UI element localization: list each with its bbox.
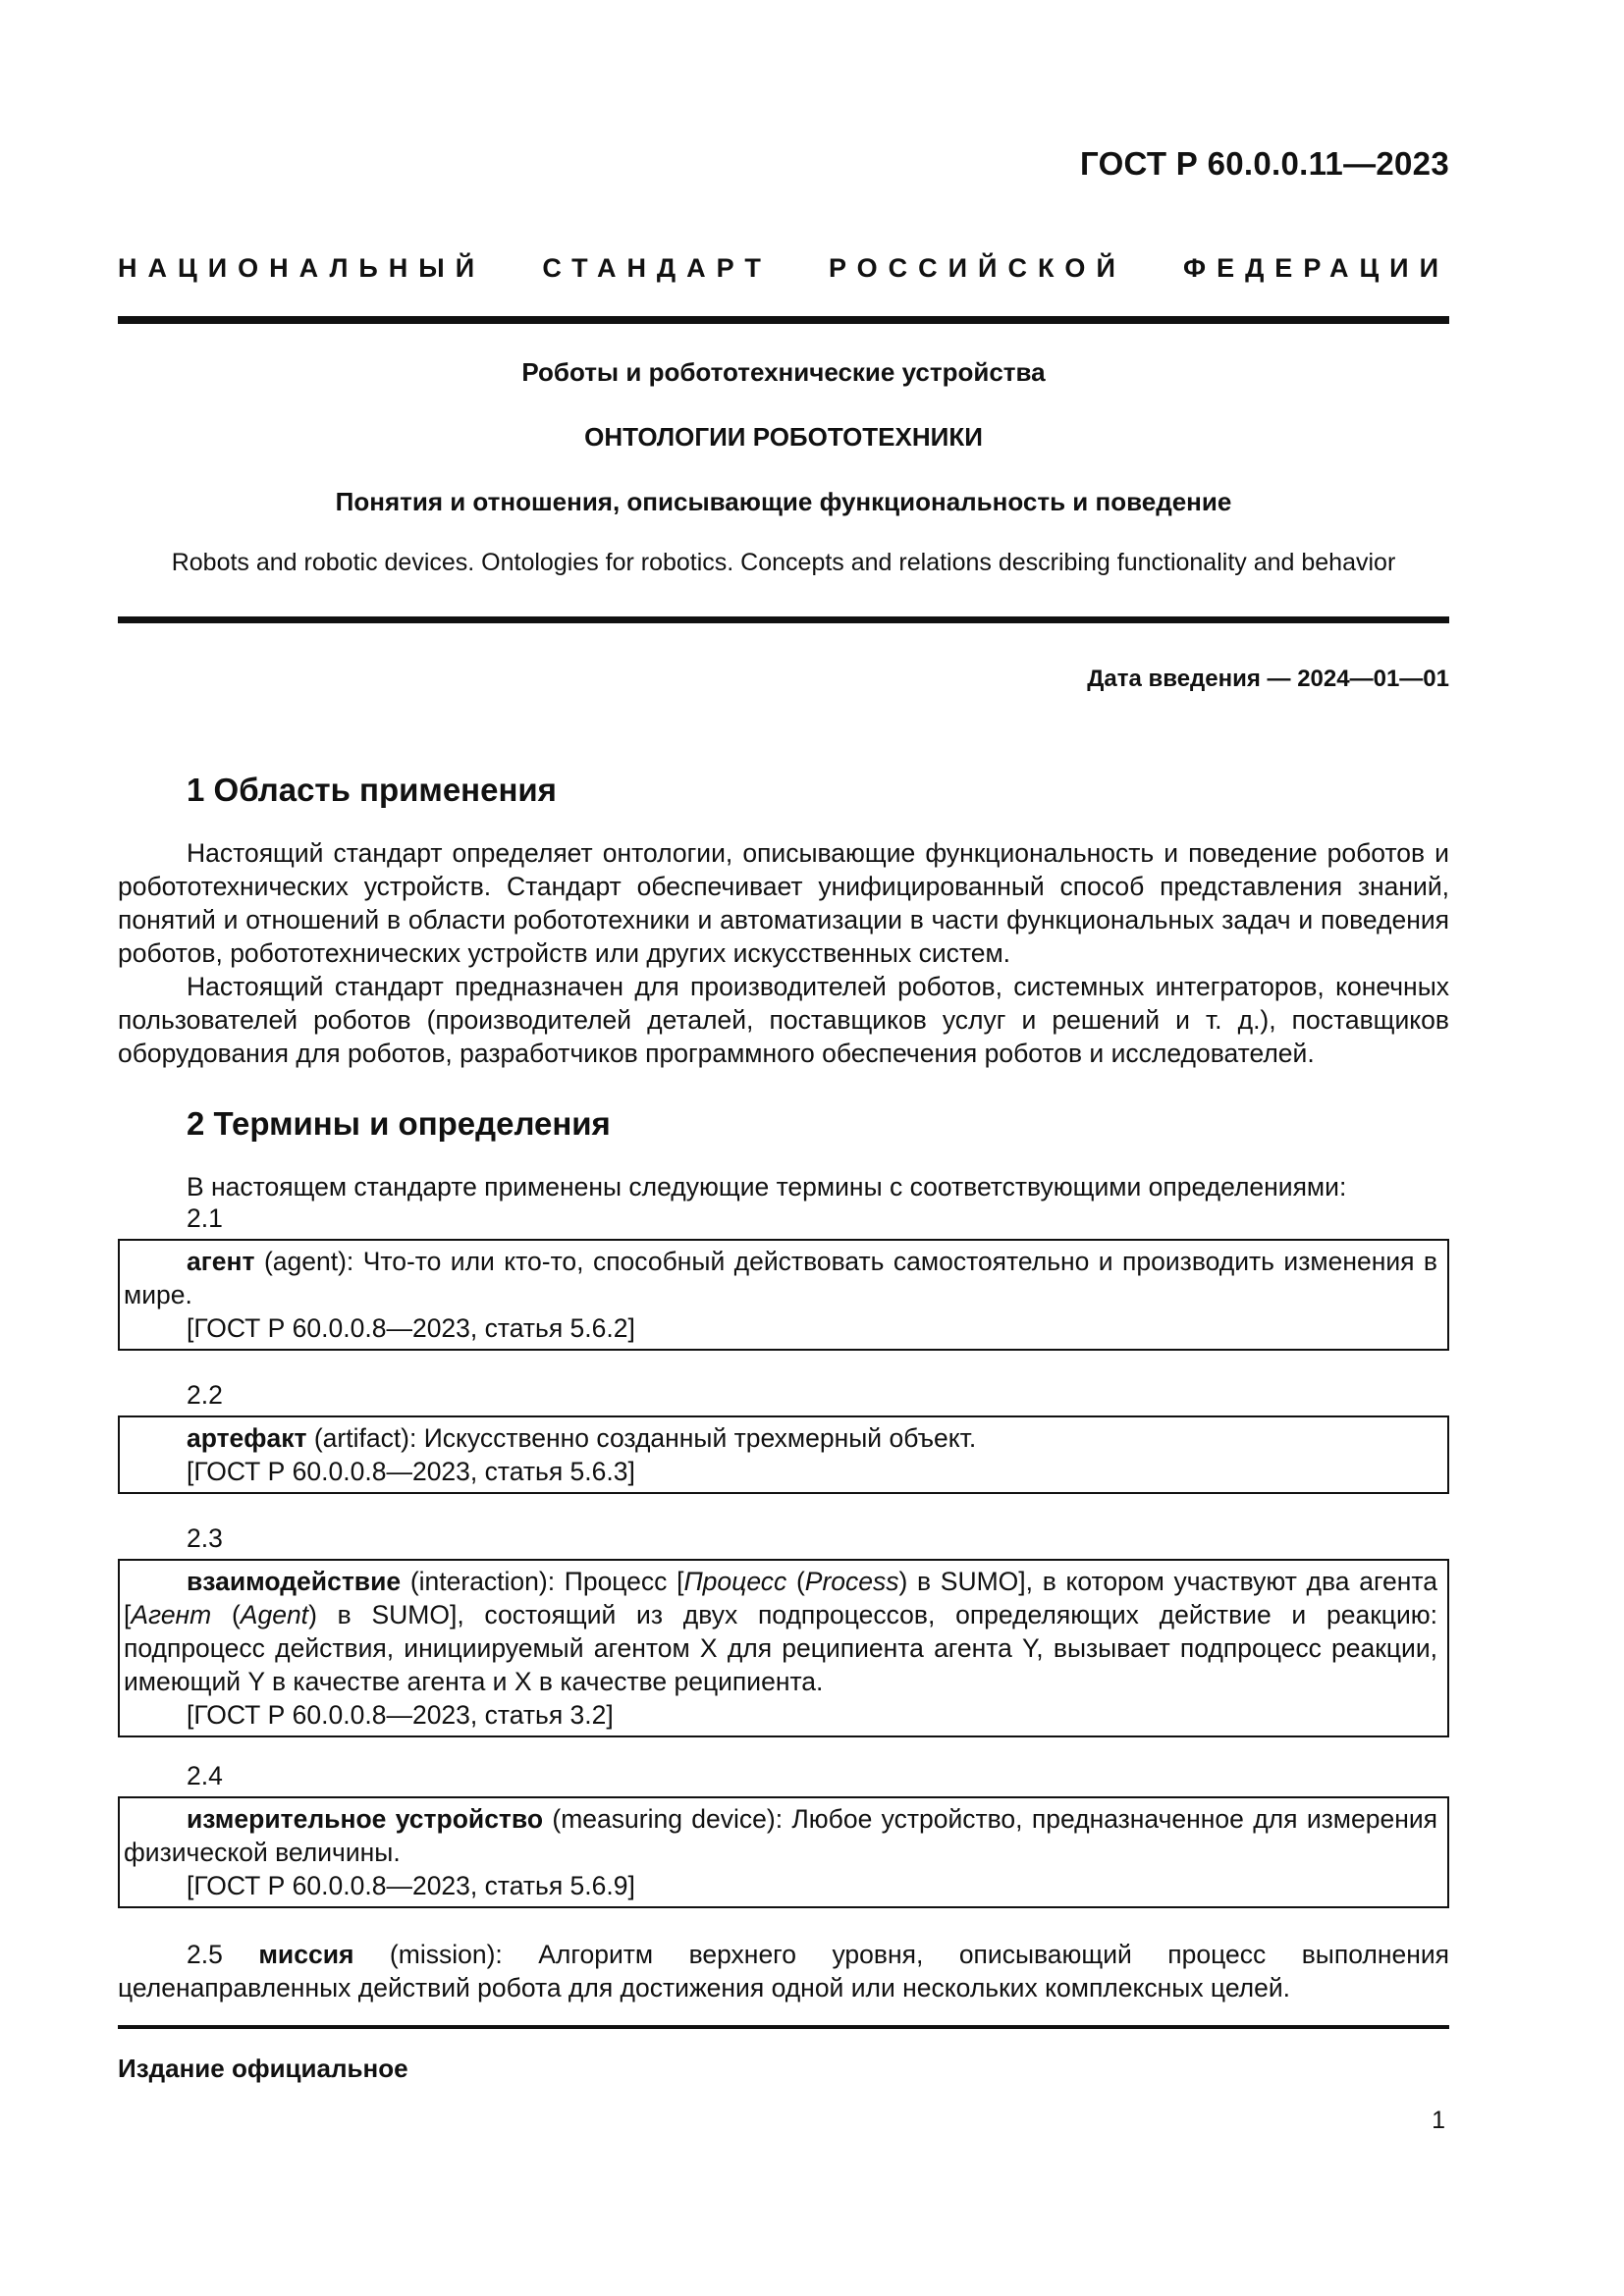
term-box-interaction: [118, 1559, 1449, 1737]
term-mission: [118, 1938, 1449, 2004]
term-definition-text: (: [211, 1600, 241, 1629]
term-definition: [124, 1245, 1437, 1311]
term-source: [ГОСТ Р 60.0.0.8—2023, статья 5.6.3]: [187, 1457, 635, 1486]
term-name: взаимодействие: [187, 1567, 402, 1596]
term-reference-italic: Процесс: [683, 1567, 787, 1596]
term-definition-text: (agent): Что-то или кто-то, способный действовать самостоятельно и производить изменения в мире.: [124, 1247, 1437, 1309]
term-definition-text: (interaction): Процесс [: [401, 1567, 684, 1596]
section-1-paragraph-1: Настоящий стандарт определяет онтологии, описывающие функциональность и поведение роботов и робототехнических устройств. Стандарт обеспечивает унифицированный способ представления знаний, понятий и отношений в области робототехники и автоматизации в части функциональных задач и поведения роботов, робототехнических устройств или других искусственных систем.: [118, 838, 1449, 968]
term-name: артефакт: [187, 1423, 307, 1453]
term-definition-text: (: [786, 1567, 805, 1596]
term-definition-text: ) в SUMO], состоящий из двух подпроцессов, определяющих действие и реакцию: подпроцесс действия, инициируемый агентом X для реципиента агента Y, вызывает подпроцесс реакции, имеющий Y в качестве агента и X в качестве реципиента.: [124, 1600, 1438, 1696]
term-name: миссия: [258, 1940, 354, 1969]
term-name: измерительное устройство: [187, 1804, 544, 1834]
term-number: 2.2: [187, 1380, 223, 1410]
section-2-heading: 2 Термины и определения: [187, 1105, 611, 1142]
title-line-3: Понятия и отношения, описывающие функциональность и поведение: [335, 487, 1232, 516]
page-number: 1: [1432, 2107, 1445, 2134]
term-reference-italic: Агент: [131, 1600, 212, 1629]
footer-rule: [118, 2025, 1449, 2029]
title-english: Robots and robotic devices. Ontologies for robotics. Concepts and relations describing functionality and behavior: [171, 549, 1396, 576]
term-definition: [124, 1802, 1437, 1869]
term-box-agent: [118, 1239, 1449, 1351]
term-definition-text: ) в SUMO], в котором участвуют два агента [: [124, 1567, 1437, 1629]
term-definition-text: (artifact): Искусственно созданный трехмерный объект.: [306, 1423, 977, 1453]
top-rule: [118, 316, 1449, 324]
term-source: [ГОСТ Р 60.0.0.8—2023, статья 3.2]: [187, 1700, 614, 1730]
term-box-measuring-device: [118, 1796, 1449, 1908]
term-name: агент: [187, 1247, 255, 1276]
document-code: ГОСТ Р 60.0.0.11—2023: [1080, 145, 1449, 182]
term-number: 2.4: [187, 1761, 223, 1790]
document-page: [118, 0, 1449, 2296]
term-definition-text: (measuring device): Любое устройство, предназначенное для измерения физической величины.: [124, 1804, 1437, 1867]
term-source: [ГОСТ Р 60.0.0.8—2023, статья 5.6.9]: [187, 1871, 635, 1900]
title-bottom-rule: [118, 616, 1449, 623]
term-definition: [124, 1565, 1437, 1698]
official-edition-label: Издание официальное: [118, 2054, 408, 2083]
section-1-heading: 1 Область применения: [187, 772, 557, 808]
term-source: [ГОСТ Р 60.0.0.8—2023, статья 5.6.2]: [187, 1313, 635, 1343]
term-number: 2.3: [187, 1523, 223, 1553]
national-standard-banner: НАЦИОНАЛЬНЫЙ СТАНДАРТ РОССИЙСКОЙ ФЕДЕРАЦИИ: [118, 253, 1449, 283]
term-number: 2.5: [187, 1940, 223, 1969]
section-1-paragraph-2: Настоящий стандарт предназначен для производителей роботов, системных интеграторов, конечных пользователей роботов (производителей деталей, поставщиков услуг и решений и т. д.), поставщиков оборудования для роботов, разработчиков программного обеспечения роботов и исследователей.: [118, 972, 1449, 1068]
section-2-intro: В настоящем стандарте применены следующие термины с соответствующими определениями:: [187, 1172, 1347, 1201]
introduction-date: Дата введения — 2024—01—01: [1087, 666, 1449, 692]
term-definition: [124, 1421, 1437, 1455]
term-definition-text: (mission): Алгоритм верхнего уровня, описывающий процесс выполнения целенаправленных действий робота для достижения одной или нескольких комплексных целей.: [118, 1940, 1449, 2002]
title-line-1: Роботы и робототехнические устройства: [521, 357, 1046, 387]
term-reference-italic: Agent: [240, 1600, 309, 1629]
title-line-2: ОНТОЛОГИИ РОБОТОТЕХНИКИ: [584, 422, 983, 452]
term-box-artifact: [118, 1415, 1449, 1494]
term-reference-italic: Process: [804, 1567, 899, 1596]
term-number: 2.1: [187, 1203, 223, 1233]
